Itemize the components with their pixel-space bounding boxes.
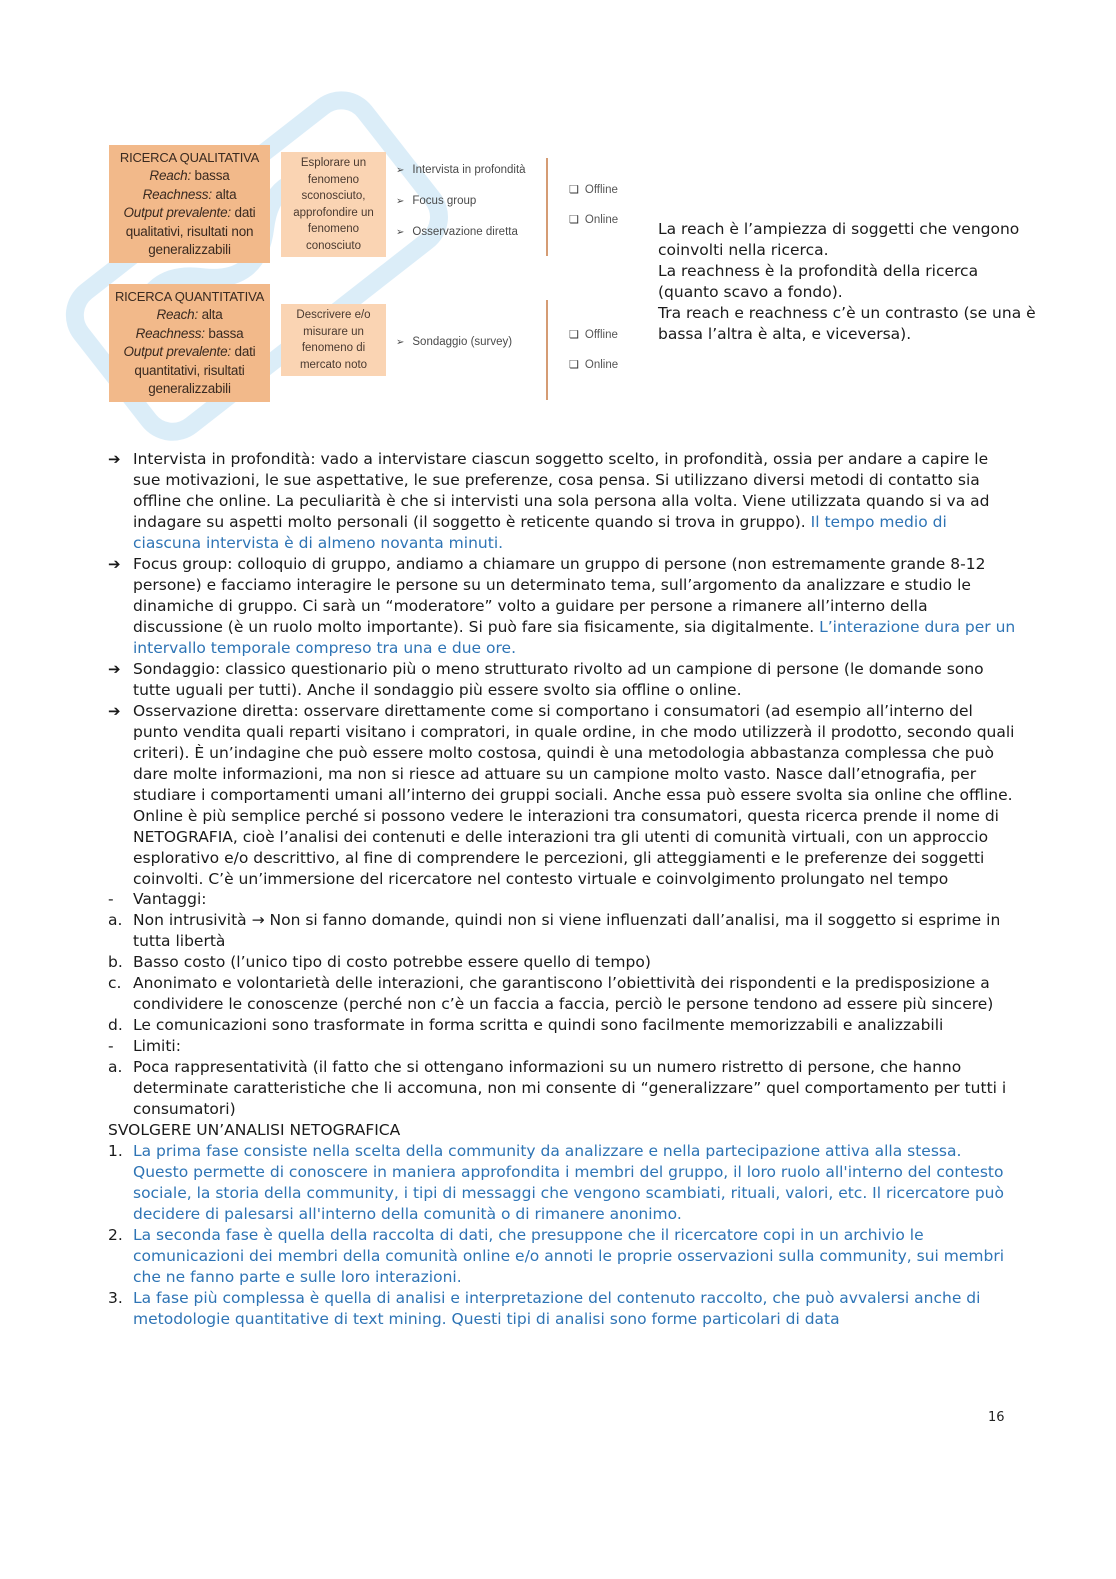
qualitative-research-box (109, 145, 270, 263)
method-text: Intervista in profondità: vado a intervistare ciascun soggetto scelto, in profondità, ossia per andare a capire le sue motivazioni, le sue aspettative, le sue preferenze, cosa pensa. Si utilizzano diversi metodi di contatto sia offline che online. La peculiarità è che si intervisti una sola persona alla volta. Viene utilizzata quando si va ad indagare su aspetti molto personali (il soggetto è reticente quando si trova in gruppo). (133, 450, 990, 531)
netography-step (108, 1225, 1018, 1288)
list-marker: c. (108, 974, 122, 992)
quantitative-reach-label: Reach: (156, 307, 199, 322)
quantitative-methods (396, 327, 512, 358)
divider-line (546, 158, 548, 256)
qualitative-title: RICERCA QUALITATIVA (119, 149, 260, 165)
quantitative-channels (569, 320, 618, 380)
advantage-item (108, 973, 1018, 1015)
list-marker: 2. (108, 1226, 123, 1244)
list-marker: 3. (108, 1289, 123, 1307)
step-text: La fase più complessa è quella di analisi e interpretazione del contenuto raccolto, che può avvalersi anche di metodologie quantitative di text mining. Questi tipi di analisi sono forme particolari di data (133, 1289, 981, 1328)
quantitative-title: RICERCA QUANTITATIVA (114, 288, 265, 304)
quantitative-output-label: Output prevalente: (123, 344, 231, 359)
advantage-item (108, 910, 1018, 952)
dash-marker: - (108, 890, 114, 908)
limit-item (108, 1057, 1018, 1120)
research-diagram (0, 0, 1116, 420)
list-marker: b. (108, 953, 123, 971)
list-marker: d. (108, 1016, 123, 1034)
quantitative-reachness-value: bassa (204, 325, 244, 341)
dash-marker: - (108, 1037, 114, 1055)
qualitative-reach-value: bassa (191, 168, 230, 183)
quantitative-goal: Descrivere e/o misurare un fenomeno di mercato noto (296, 309, 371, 371)
document-body (108, 449, 1018, 1330)
limits-heading (108, 1036, 1018, 1057)
list-marker: 1. (108, 1142, 123, 1160)
advantage-text: Anonimato e volontarietà delle interazioni, che garantiscono l’obiettività dei rispondenti e la predisposizione a condividere le conoscenze (perché non c’è un faccia a faccia, perciò le persone tendono ad essere più sincere) (133, 974, 994, 1013)
advantage-item (108, 1015, 1018, 1036)
channel-offline: ❏ Offline (569, 175, 618, 205)
method-in-depth-interview: ➢ Intervista in profondità (396, 155, 526, 186)
reach-contrast: Tra reach e reachness c’è un contrasto (se una è bassa l’altra è alta, e viceversa). (658, 304, 1036, 343)
quantitative-reach-value: alta (198, 307, 223, 322)
qualitative-reach-label: Reach: (149, 168, 191, 183)
qualitative-goal-box (281, 152, 386, 257)
arrow-icon: ➔ (108, 555, 121, 573)
limits-label: Limiti: (133, 1037, 181, 1055)
advantage-text: Basso costo (l’unico tipo di costo potrebbe essere quello di tempo) (133, 953, 651, 971)
qualitative-channels (569, 175, 618, 235)
advantage-text: Non intrusività → Non si fanno domande, quindi non si viene influenzati dall’analisi, ma il soggetto si esprime in tutta libertà (133, 911, 1001, 950)
reach-definition: La reach è l’ampiezza di soggetti che vengono coinvolti nella ricerca. (658, 220, 1020, 259)
method-survey: ➢ Sondaggio (survey) (396, 327, 512, 358)
list-marker: a. (108, 911, 123, 929)
qualitative-reachness-label: Reachness: (142, 186, 212, 202)
method-item (108, 659, 1018, 701)
method-highlight: Il tempo medio di ciascuna intervista è di almeno novanta minuti. (133, 513, 947, 552)
method-item (108, 449, 1018, 554)
page-number: 16 (988, 1410, 1005, 1425)
qualitative-goal: Esplorare un fenomeno sconosciuto, approfondire un fenomeno conosciuto (293, 157, 374, 252)
quantitative-reachness-label: Reachness: (135, 325, 205, 341)
qualitative-output-label: Output prevalente: (123, 205, 231, 220)
arrow-icon: ➔ (108, 660, 121, 678)
divider-line (546, 300, 548, 400)
step-text: La prima fase consiste nella scelta della community da analizzare e nella partecipazione attiva alla stessa. Questo permette di conoscere in maniera approfondita i membri del gruppo, il loro ruolo all'interno del contesto sociale, la storia della community, i tipi di messaggi che vengono scambiati, rituali, valori, etc. Il ricercatore può decidere di palesarsi all'interno della comunità o di rimanere anonimo. (133, 1142, 1004, 1223)
reach-explanation (658, 219, 1038, 345)
method-item (108, 701, 1018, 890)
netography-step (108, 1141, 1018, 1225)
advantages-heading (108, 889, 1018, 910)
method-text: Osservazione diretta: osservare direttamente come si comportano i consumatori (ad esempio all’interno del punto vendita quali reparti visitano i compratori, in quale ordine, in che modo utilizzerà il prodotto, secondo quali criteri). È un’indagine che può essere molto costosa, quindi è una metodologia abbastanza complessa che può dare molte informazioni, ma non si riesce ad attuare su un campione molto vasto. Nasce dall’etnografia, per studiare i comportamenti umani all’interno dei gruppi sociali. Anche essa può essere svolta sia online che offline. Online è più semplice perché si possono vedere le interazioni tra consumatori, questa ricerca prende il nome di NETOGRAFIA, cioè l’analisi dei contenuti e delle interazioni tra gli utenti di comunità virtuali, con un approccio esplorativo e/o descrittivo, al fine di comprendere le percezioni, gli atteggiamenti e le preferenze dei soggetti coinvolti. C’è un’immersione del ricercatore nel contesto virtuale e coinvolgimento prolungato nel tempo (133, 702, 1015, 888)
quantitative-research-box (109, 284, 270, 402)
method-direct-observation: ➢ Osservazione diretta (396, 217, 526, 248)
method-item (108, 554, 1018, 659)
qualitative-reachness-value: alta (211, 186, 237, 202)
netography-step (108, 1288, 1018, 1330)
method-text: Sondaggio: classico questionario più o meno strutturato rivolto ad un campione di persone (le domande sono tutte uguali per tutti). Anche il sondaggio più essere svolto sia offline o online. (133, 660, 984, 699)
method-highlight: L’interazione dura per un intervallo temporale compreso tra una e due ore. (133, 618, 1016, 657)
qualitative-methods (396, 155, 526, 248)
channel-online: ❏ Online (569, 205, 618, 235)
arrow-icon: ➔ (108, 450, 121, 468)
channel-online: ❏ Online (569, 350, 618, 380)
quantitative-goal-box (281, 304, 386, 376)
netography-heading: SVOLGERE UN’ANALISI NETOGRAFICA (108, 1121, 401, 1139)
step-text: La seconda fase è quella della raccolta di dati, che presuppone che il ricercatore copi in un archivio le comunicazioni dei membri della comunità online e/o annoti le proprie osservazioni sulla community, sui membri che ne fanno parte e sulle loro interazioni. (133, 1226, 1005, 1286)
advantage-text: Le comunicazioni sono trasformate in forma scritta e quindi sono facilmente memorizzabili e analizzabili (133, 1016, 944, 1034)
reachness-definition: La reachness è la profondità della ricerca (quanto scavo a fondo). (658, 262, 979, 301)
channel-offline: ❏ Offline (569, 320, 618, 350)
advantage-item (108, 952, 1018, 973)
method-focus-group: ➢ Focus group (396, 186, 526, 217)
list-marker: a. (108, 1058, 123, 1076)
advantages-label: Vantaggi: (133, 890, 207, 908)
limit-text: Poca rappresentatività (il fatto che si ottengano informazioni su un numero ristretto di persone, che hanno determinate caratteristiche che li accomuna, non mi consente di “generalizzare” quel comportamento per tutti i consumatori) (133, 1058, 1007, 1118)
qualitative-output-value: dati qualitativi, risultati non generalizzabili (125, 205, 256, 257)
arrow-icon: ➔ (108, 702, 121, 720)
quantitative-output-value: dati quantitativi, risultati generalizzabili (134, 344, 256, 396)
method-text: Focus group: colloquio di gruppo, andiamo a chiamare un gruppo di persone (non estremamente grande 8-12 persone) e facciamo interagire le persone su un determinato tema, sull’argomento da analizzare e studio le dinamiche di gruppo. Ci sarà un “moderatore” volto a guidare per persone a rimanere all’interno della discussione (è un ruolo molto importante). Si può fare sia fisicamente, sia digitalmente. (133, 555, 986, 636)
